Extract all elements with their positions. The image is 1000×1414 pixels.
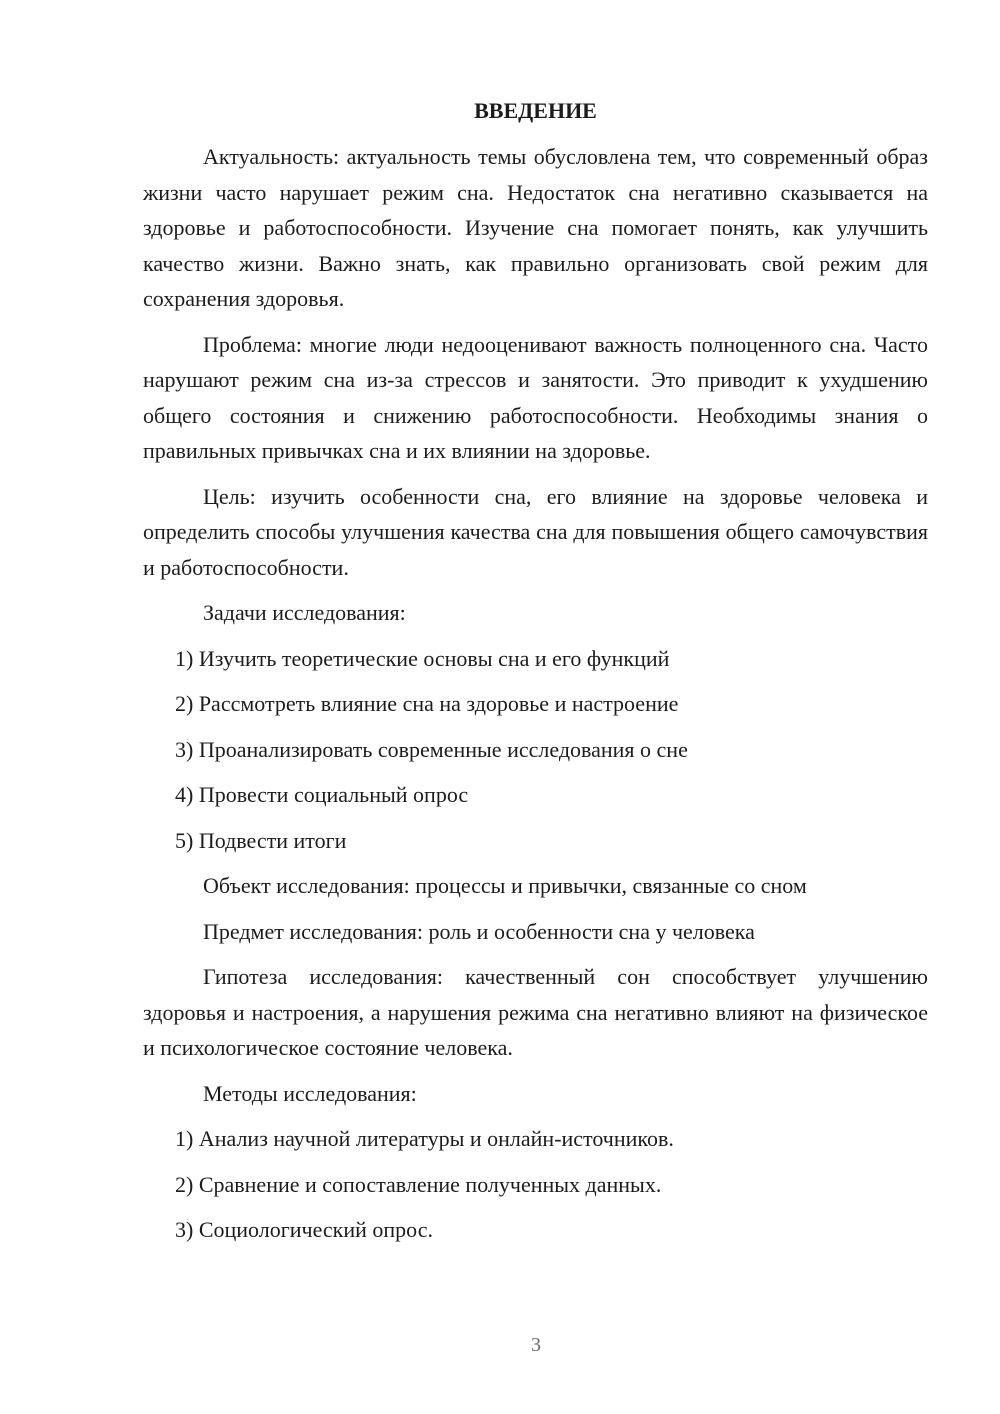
paragraph-goal: Цель: изучить особенности сна, его влияние на здоровье человека и определить способы улучшения качества сна для повышения общего самочувствия и работоспособности. xyxy=(143,483,928,580)
research-object: Объект исследования: процессы и привычки, связанные со сном xyxy=(203,873,807,898)
section-title: ВВЕДЕНИЕ xyxy=(474,98,597,123)
method-item: 2) Сравнение и сопоставление полученных данных. xyxy=(175,1171,662,1197)
methods-heading: Методы исследования: xyxy=(203,1080,417,1106)
page-content xyxy=(143,95,928,1258)
tasks-heading: Задачи исследования: xyxy=(203,600,406,625)
task-item: 2) Рассмотреть влияние сна на здоровье и настроение xyxy=(175,691,679,716)
paragraph-relevance: Актуальность: актуальность темы обусловлена тем, что современный образ жизни часто нарушает режим сна. Недостаток сна негативно сказывается на здоровье и работоспособности. Изучение сна помогает понять, как улучшить качество жизни. Важно знать, как правильно организовать свой режим для сохранения здоровья. xyxy=(143,144,928,311)
task-item: 5) Подвести итоги xyxy=(175,827,347,853)
page-number: 3 xyxy=(531,1334,541,1356)
research-hypothesis: Гипотеза исследования: качественный сон способствует улучшению здоровья и настроения, а нарушения режима сна негативно влияют на физическое и психологическое состояние человека. xyxy=(143,964,928,1060)
task-item: 3) Проанализировать современные исследования о сне xyxy=(175,736,688,762)
research-subject: Предмет исследования: роль и особенности сна у человека xyxy=(203,918,755,944)
method-item: 3) Социологический опрос. xyxy=(175,1217,433,1242)
task-item: 4) Провести социальный опрос xyxy=(175,782,469,807)
task-item: 1) Изучить теоретические основы сна и его функций xyxy=(175,645,670,671)
method-item: 1) Анализ научной литературы и онлайн-источников. xyxy=(175,1126,674,1151)
paragraph-problem: Проблема: многие люди недооценивают важность полноценного сна. Часто нарушают режим сна из-за стрессов и занятости. Это приводит к ухудшению общего состояния и снижению работоспособности. Необходимы знания о правильных привычках сна и их влиянии на здоровье. xyxy=(143,331,928,463)
